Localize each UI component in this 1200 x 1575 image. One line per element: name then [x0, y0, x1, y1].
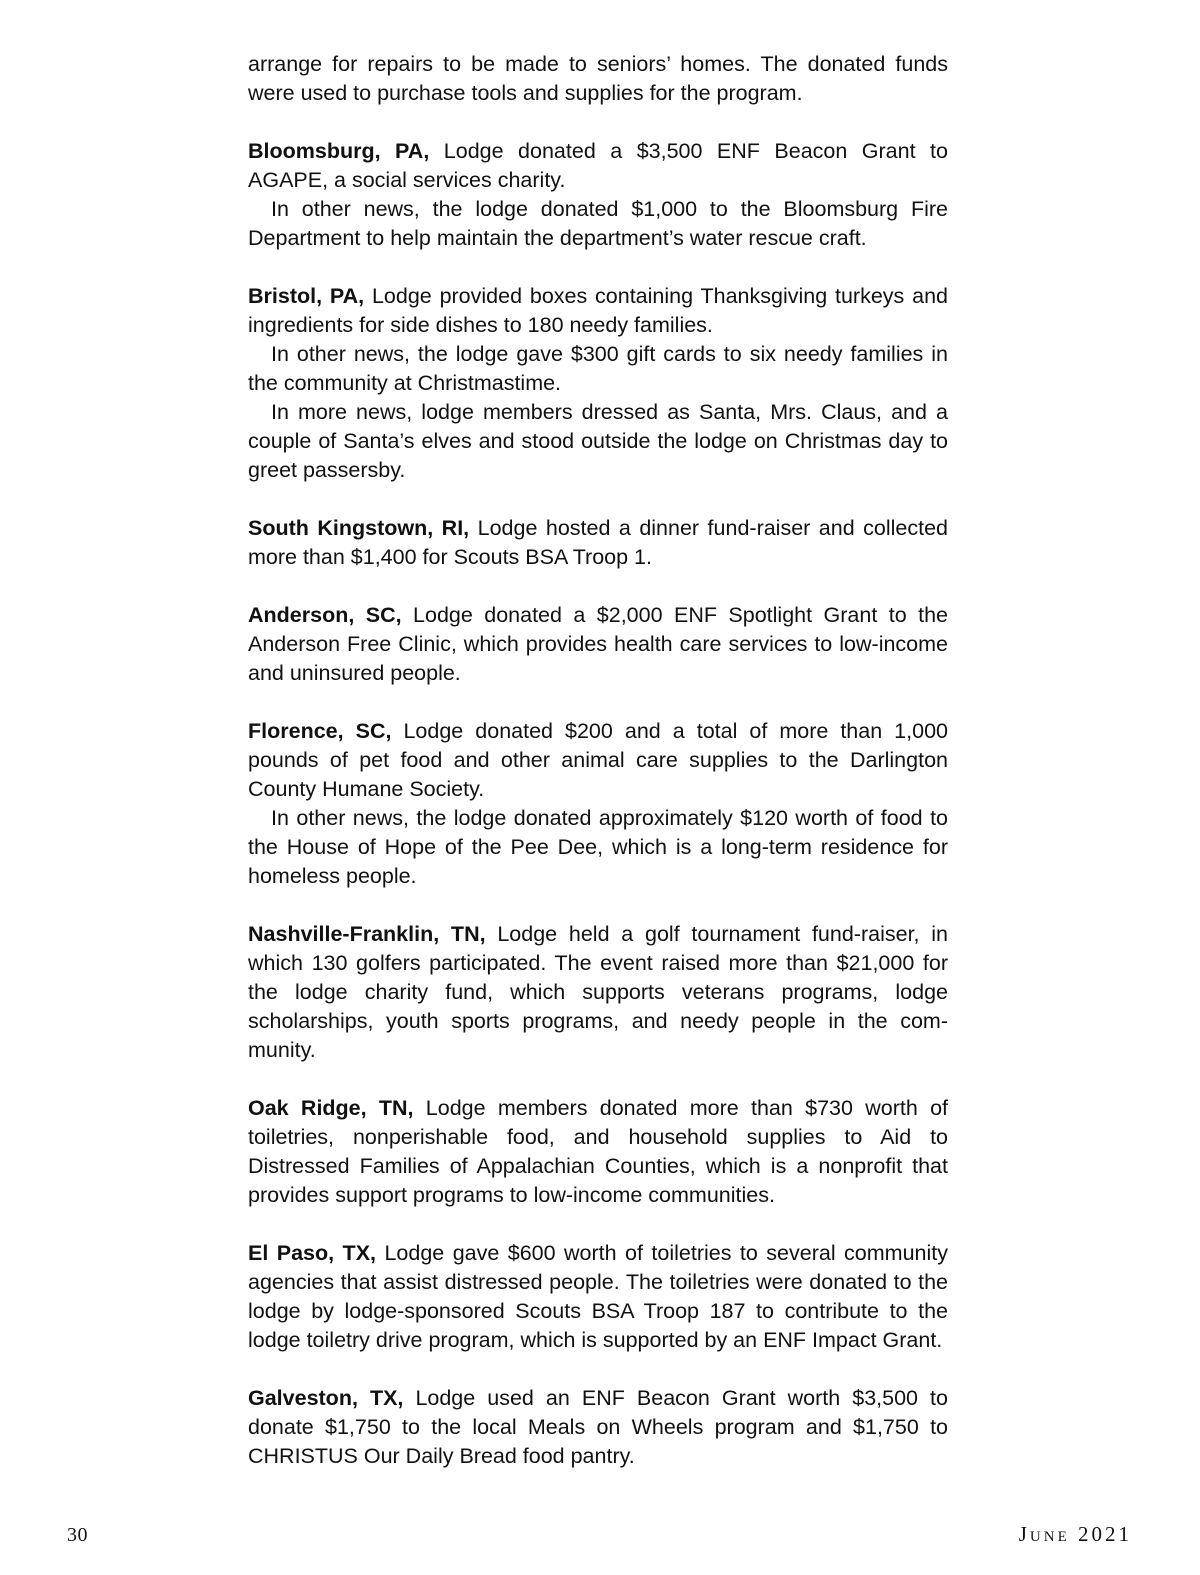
lodge-name: Bristol, PA,	[248, 284, 365, 308]
entry-paragraph	[248, 920, 948, 1065]
entry-text: Lodge hosted a dinner fund-raiser and collected more than $1,400 for Scouts BSA Troop 1.	[248, 516, 948, 569]
lodge-name: Florence, SC,	[248, 719, 392, 743]
lodge-name: South Kingstown, RI,	[248, 516, 470, 540]
entry-text: Lodge donated a $2,000 ENF Spotlight Grant to the Anderson Free Clinic, which provides health care services to low-income and uninsured people.	[248, 603, 948, 685]
entry-paragraph: In other news, the lodge donated approximately $120 worth of food to the House of Hope of the Pee Dee, which is a long-term residence for homeless people.	[248, 806, 948, 888]
entry-paragraph	[248, 137, 948, 195]
entry-galveston	[248, 1384, 948, 1471]
entry-anderson	[248, 601, 948, 688]
lodge-name: Nashville-Franklin, TN,	[248, 922, 486, 946]
entry-paragraph: In other news, the lodge gave $300 gift cards to six needy families in the community at Christmastime.	[248, 342, 948, 395]
entry-bloomsburg	[248, 137, 948, 253]
intro-paragraph: arrange for repairs to be made to seniors’ homes. The donated funds were used to purchase tools and supplies for the program.	[248, 52, 948, 105]
entry-text: Lodge held a golf tournament fund-raiser, in which 130 golfers participated. The event raised more than $21,000 for the lodge charity fund, which supports veterans programs, lodge scholarships, youth sports programs, and needy people in the community.	[248, 922, 949, 1062]
lodge-name: Oak Ridge, TN,	[248, 1096, 414, 1120]
entry-el-paso	[248, 1239, 948, 1355]
entry-florence	[248, 717, 948, 891]
entry-oak-ridge	[248, 1094, 948, 1210]
entry-paragraph	[248, 282, 948, 340]
entry-south-kingstown	[248, 514, 948, 572]
lodge-name: Anderson, SC,	[248, 603, 402, 627]
lodge-name: Galveston, TX,	[248, 1386, 404, 1410]
intro-section	[248, 50, 948, 108]
entry-text: Lodge gave $600 worth of toiletries to several community agencies that assist distressed people. The toiletries were donated to the lodge by lodge-sponsored Scouts BSA Troop 187 to contribute to the lodge toiletry drive program, which is supported by an ENF Impact Grant.	[248, 1241, 948, 1352]
entry-paragraph	[248, 1094, 948, 1210]
entry-nashville-franklin	[248, 920, 948, 1065]
entry-text: Lodge donated a $3,500 ENF Beacon Grant to AGAPE, a social services charity.	[248, 139, 948, 192]
entry-paragraph	[248, 1384, 948, 1471]
entry-paragraph	[248, 514, 948, 572]
entry-paragraph: In more news, lodge members dressed as Santa, Mrs. Claus, and a couple of Santa’s elves and stood outside the lodge on Christmas day to greet passersby.	[248, 400, 948, 482]
entry-paragraph	[248, 1239, 948, 1355]
lodge-name: Bloomsburg, PA,	[248, 139, 430, 163]
entry-paragraph	[248, 717, 948, 804]
entry-paragraph	[248, 601, 948, 688]
entry-text: Lodge donated $200 and a total of more than 1,000 pounds of pet food and other animal care supplies to the Darlington County Humane Society.	[248, 719, 948, 801]
entry-paragraph: In other news, the lodge donated $1,000 to the Bloomsburg Fire Department to help maintain the department’s water rescue craft.	[248, 197, 948, 250]
entry-text: Lodge provided boxes containing Thanksgiving turkeys and ingredients for side dishes to 180 needy families.	[248, 284, 948, 337]
entry-text: Lodge used an ENF Beacon Grant worth $3,500 to donate $1,750 to the local Meals on Wheels program and $1,750 to CHRISTUS Our Daily Bread food pantry.	[248, 1386, 948, 1468]
page-number: 30	[67, 1524, 88, 1546]
lodge-name: El Paso, TX,	[248, 1241, 377, 1265]
issue-date: June 2021	[1018, 1522, 1132, 1546]
entry-bristol	[248, 282, 948, 485]
entry-text: Lodge members donated more than $730 worth of toiletries, nonperishable food, and household supplies to Aid to Distressed Families of Appalachian Counties, which is a nonprofit that provides support programs to low-income communities.	[248, 1096, 948, 1207]
article-column	[248, 50, 948, 1471]
